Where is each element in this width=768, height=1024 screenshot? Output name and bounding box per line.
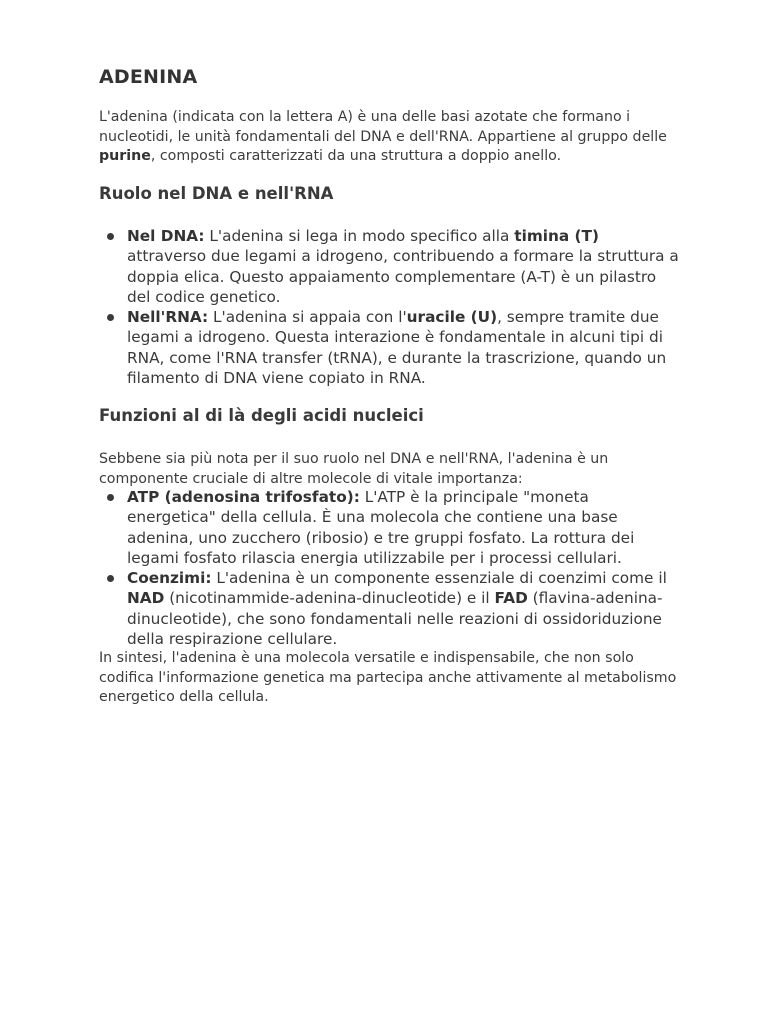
list-item-coenzimi [99, 568, 679, 649]
intro-bold-purine: purine [99, 148, 151, 164]
item-label-coenzimi: Coenzimi: [127, 569, 212, 588]
bullet-icon [107, 575, 114, 582]
item-bold-timina: timina (T) [514, 227, 599, 245]
list-item-rna [99, 307, 679, 388]
item-bold-fad: FAD [494, 589, 528, 608]
funzioni-list [99, 487, 679, 649]
funzioni-intro-paragraph: Sebbene sia più nota per il suo ruolo nel DNA e nell'RNA, l'adenina è un componente cruciale di altre molecole di vitale importanza: [99, 451, 609, 487]
item-text-coenzimi-1: L'adenina è un componente essenziale di coenzimi come il [211, 569, 667, 588]
item-text-dna-1: L'adenina si lega in modo specifico alla [204, 227, 515, 245]
item-bold-nad: NAD [127, 589, 165, 608]
section-heading-funzioni: Funzioni al di là degli acidi nucleici [99, 406, 424, 425]
item-bold-uracile: uracile (U) [406, 308, 498, 327]
ruolo-list [99, 226, 679, 388]
intro-text-before: L'adenina (indicata con la lettera A) è una delle basi azotate che formano i nucleotidi, le unità fondamentali del DNA e dell'RNA. Appartiene al gruppo delle [99, 109, 667, 145]
item-text-atp: L'ATP è la principale "moneta energetica" della cellula. È una molecola che contiene una base adenina, uno zucchero (ribosio) e tre gruppi fosfato. La rottura dei legami fosfato rilascia energia utilizzabile per i processi cellulari. [127, 488, 635, 567]
item-text-coenzimi-3: (flavina-adenina-dinucleotide), che sono fondamentali nelle reazioni di ossidoriduzione della respirazione cellulare. [127, 589, 663, 649]
bullet-icon [107, 494, 114, 501]
document-title: ADENINA [99, 66, 198, 88]
item-label-dna: Nel DNA: [127, 227, 205, 245]
intro-text-after: , composti caratterizzati da una struttura a doppio anello. [150, 148, 562, 164]
item-label-rna: Nell'RNA: [127, 308, 209, 327]
section-heading-ruolo: Ruolo nel DNA e nell'RNA [99, 184, 334, 203]
bullet-icon [107, 233, 114, 240]
item-text-rna-1: L'adenina si appaia con l' [208, 308, 407, 327]
bullet-icon [107, 314, 114, 321]
list-item-dna [99, 226, 679, 307]
summary-paragraph: In sintesi, l'adenina è una molecola versatile e indispensabile, che non solo codifica l'informazione genetica ma partecipa anche attivamente al metabolismo energetico della cellula. [99, 650, 677, 705]
item-text-dna-2: attraverso due legami a idrogeno, contribuendo a formare la struttura a doppia elica. Questo appaiamento complementare (A-T) è un pilastro del codice genetico. [127, 247, 679, 306]
list-item-atp [99, 487, 679, 568]
item-text-coenzimi-2: (nicotinammide-adenina-dinucleotide) e il [164, 589, 495, 608]
item-label-atp: ATP (adenosina trifosfato): [127, 488, 360, 506]
intro-paragraph [99, 108, 679, 167]
item-text-rna-2: , sempre tramite due legami a idrogeno. Questa interazione è fondamentale in alcuni tipi di RNA, come l'RNA transfer (tRNA), e durante la trascrizione, quando un filamento di DNA viene copiato in RNA. [127, 308, 667, 388]
